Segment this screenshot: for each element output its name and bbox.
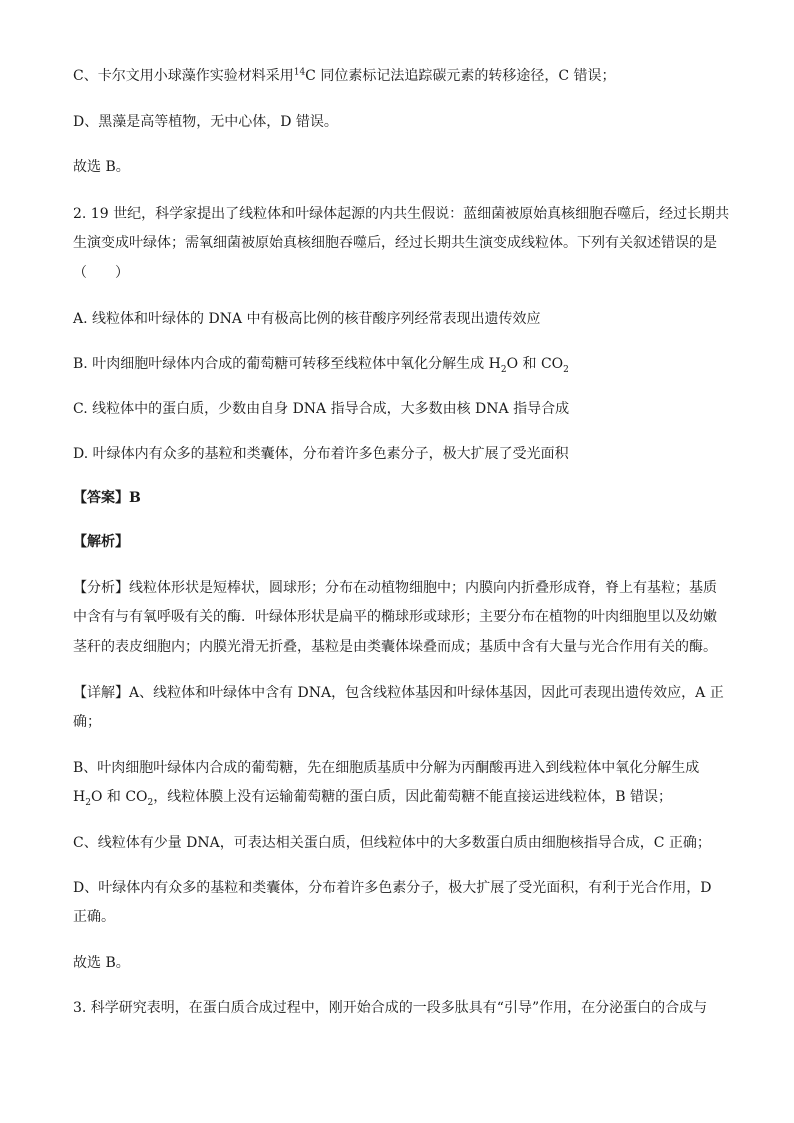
q2-option-d: D. 叶绿体内有众多的基粒和类囊体，分布着许多色素分子，极大扩展了受光面积 [73, 446, 569, 462]
q1-pick: 故选 B。 [73, 159, 130, 175]
q2-stem-line-3: （ ） [73, 265, 129, 281]
q2-option-b: B. 叶肉细胞叶绿体内合成的葡萄糖可转移至线粒体中氧化分解生成 $H_2O$ 和 $CO_2$ [73, 356, 569, 375]
q2-stem-line-2: 生演变成叶绿体；需氧细菌被原始真核细胞吞噬后，经过长期共生演变成线粒体。下列有关叙述错误的是 [73, 235, 717, 251]
q2-xiangjie-c: C、线粒体有少量 DNA，可表达相关蛋白质，但线粒体中的大多数蛋白质由细胞核指导合成，C 正确； [73, 835, 711, 851]
q2-option-c: C. 线粒体中的蛋白质，少数由自身 DNA 指导合成，大多数由核 DNA 指导合成 [73, 401, 570, 417]
q2-fenxi-line-1: 【分析】线粒体形状是短棒状，圆球形；分布在动植物细胞中；内膜向内折叠形成脊，脊上有基粒；基质 [73, 580, 717, 596]
q3-stem-line-1: 3. 科学研究表明，在蛋白质合成过程中，刚开始合成的一段多肽具有“引导”作用，在分泌蛋白的合成与 [73, 1000, 708, 1016]
q2-option-a: A. 线粒体和叶绿体的 DNA 中有极高比例的核苷酸序列经常表现出遗传效应 [73, 311, 541, 327]
q2-xiangjie-b-line-1: B、叶肉细胞叶绿体内合成的葡萄糖，先在细胞质基质中分解为丙酮酸再进入到线粒体中氧化分解生成 [73, 760, 700, 776]
q2-pick: 故选 B。 [73, 955, 130, 971]
q1-explanation-c: C、卡尔文用小球藻作实验材料采用$^{14}$C 同位素标记法追踪碳元素的转移途径，C 错误； [73, 67, 616, 84]
q2-analysis-heading: 【解析】 [73, 534, 129, 550]
q2-xiangjie-b-line-2: $H_2O$ 和 $CO_2$，线粒体膜上没有运输葡萄糖的蛋白质，因此葡萄糖不能直接运进线粒体，B 错误； [73, 789, 673, 808]
q2-xiangjie-a-line-1: 【详解】A、线粒体和叶绿体中含有 DNA，包含线粒体基因和叶绿体基因，因此可表现出遗传效应，A 正 [73, 685, 724, 701]
q2-answer: 【答案】B [73, 490, 141, 506]
q2-fenxi-line-2: 中含有与有氧呼吸有关的酶．叶绿体形状是扁平的椭球形或球形；主要分布在植物的叶肉细胞里以及幼嫩 [73, 609, 717, 625]
q2-xiangjie-a-line-2: 确； [73, 714, 101, 730]
q2-stem-line-1: 2. 19 世纪，科学家提出了线粒体和叶绿体起源的内共生假说：蓝细菌被原始真核细胞吞噬后，经过长期共 [73, 206, 730, 222]
q2-xiangjie-d-line-2: 正确。 [73, 909, 115, 925]
q2-fenxi-line-3: 茎秆的表皮细胞内；内膜光滑无折叠，基粒是由类囊体垛叠而成；基质中含有大量与光合作用有关的酶。 [73, 639, 717, 655]
q1-explanation-d: D、黑藻是高等植物，无中心体，D 错误。 [73, 114, 338, 130]
q2-xiangjie-d-line-1: D、叶绿体内有众多的基粒和类囊体，分布着许多色素分子，极大扩展了受光面积，有利于光合作用，D [73, 880, 712, 896]
